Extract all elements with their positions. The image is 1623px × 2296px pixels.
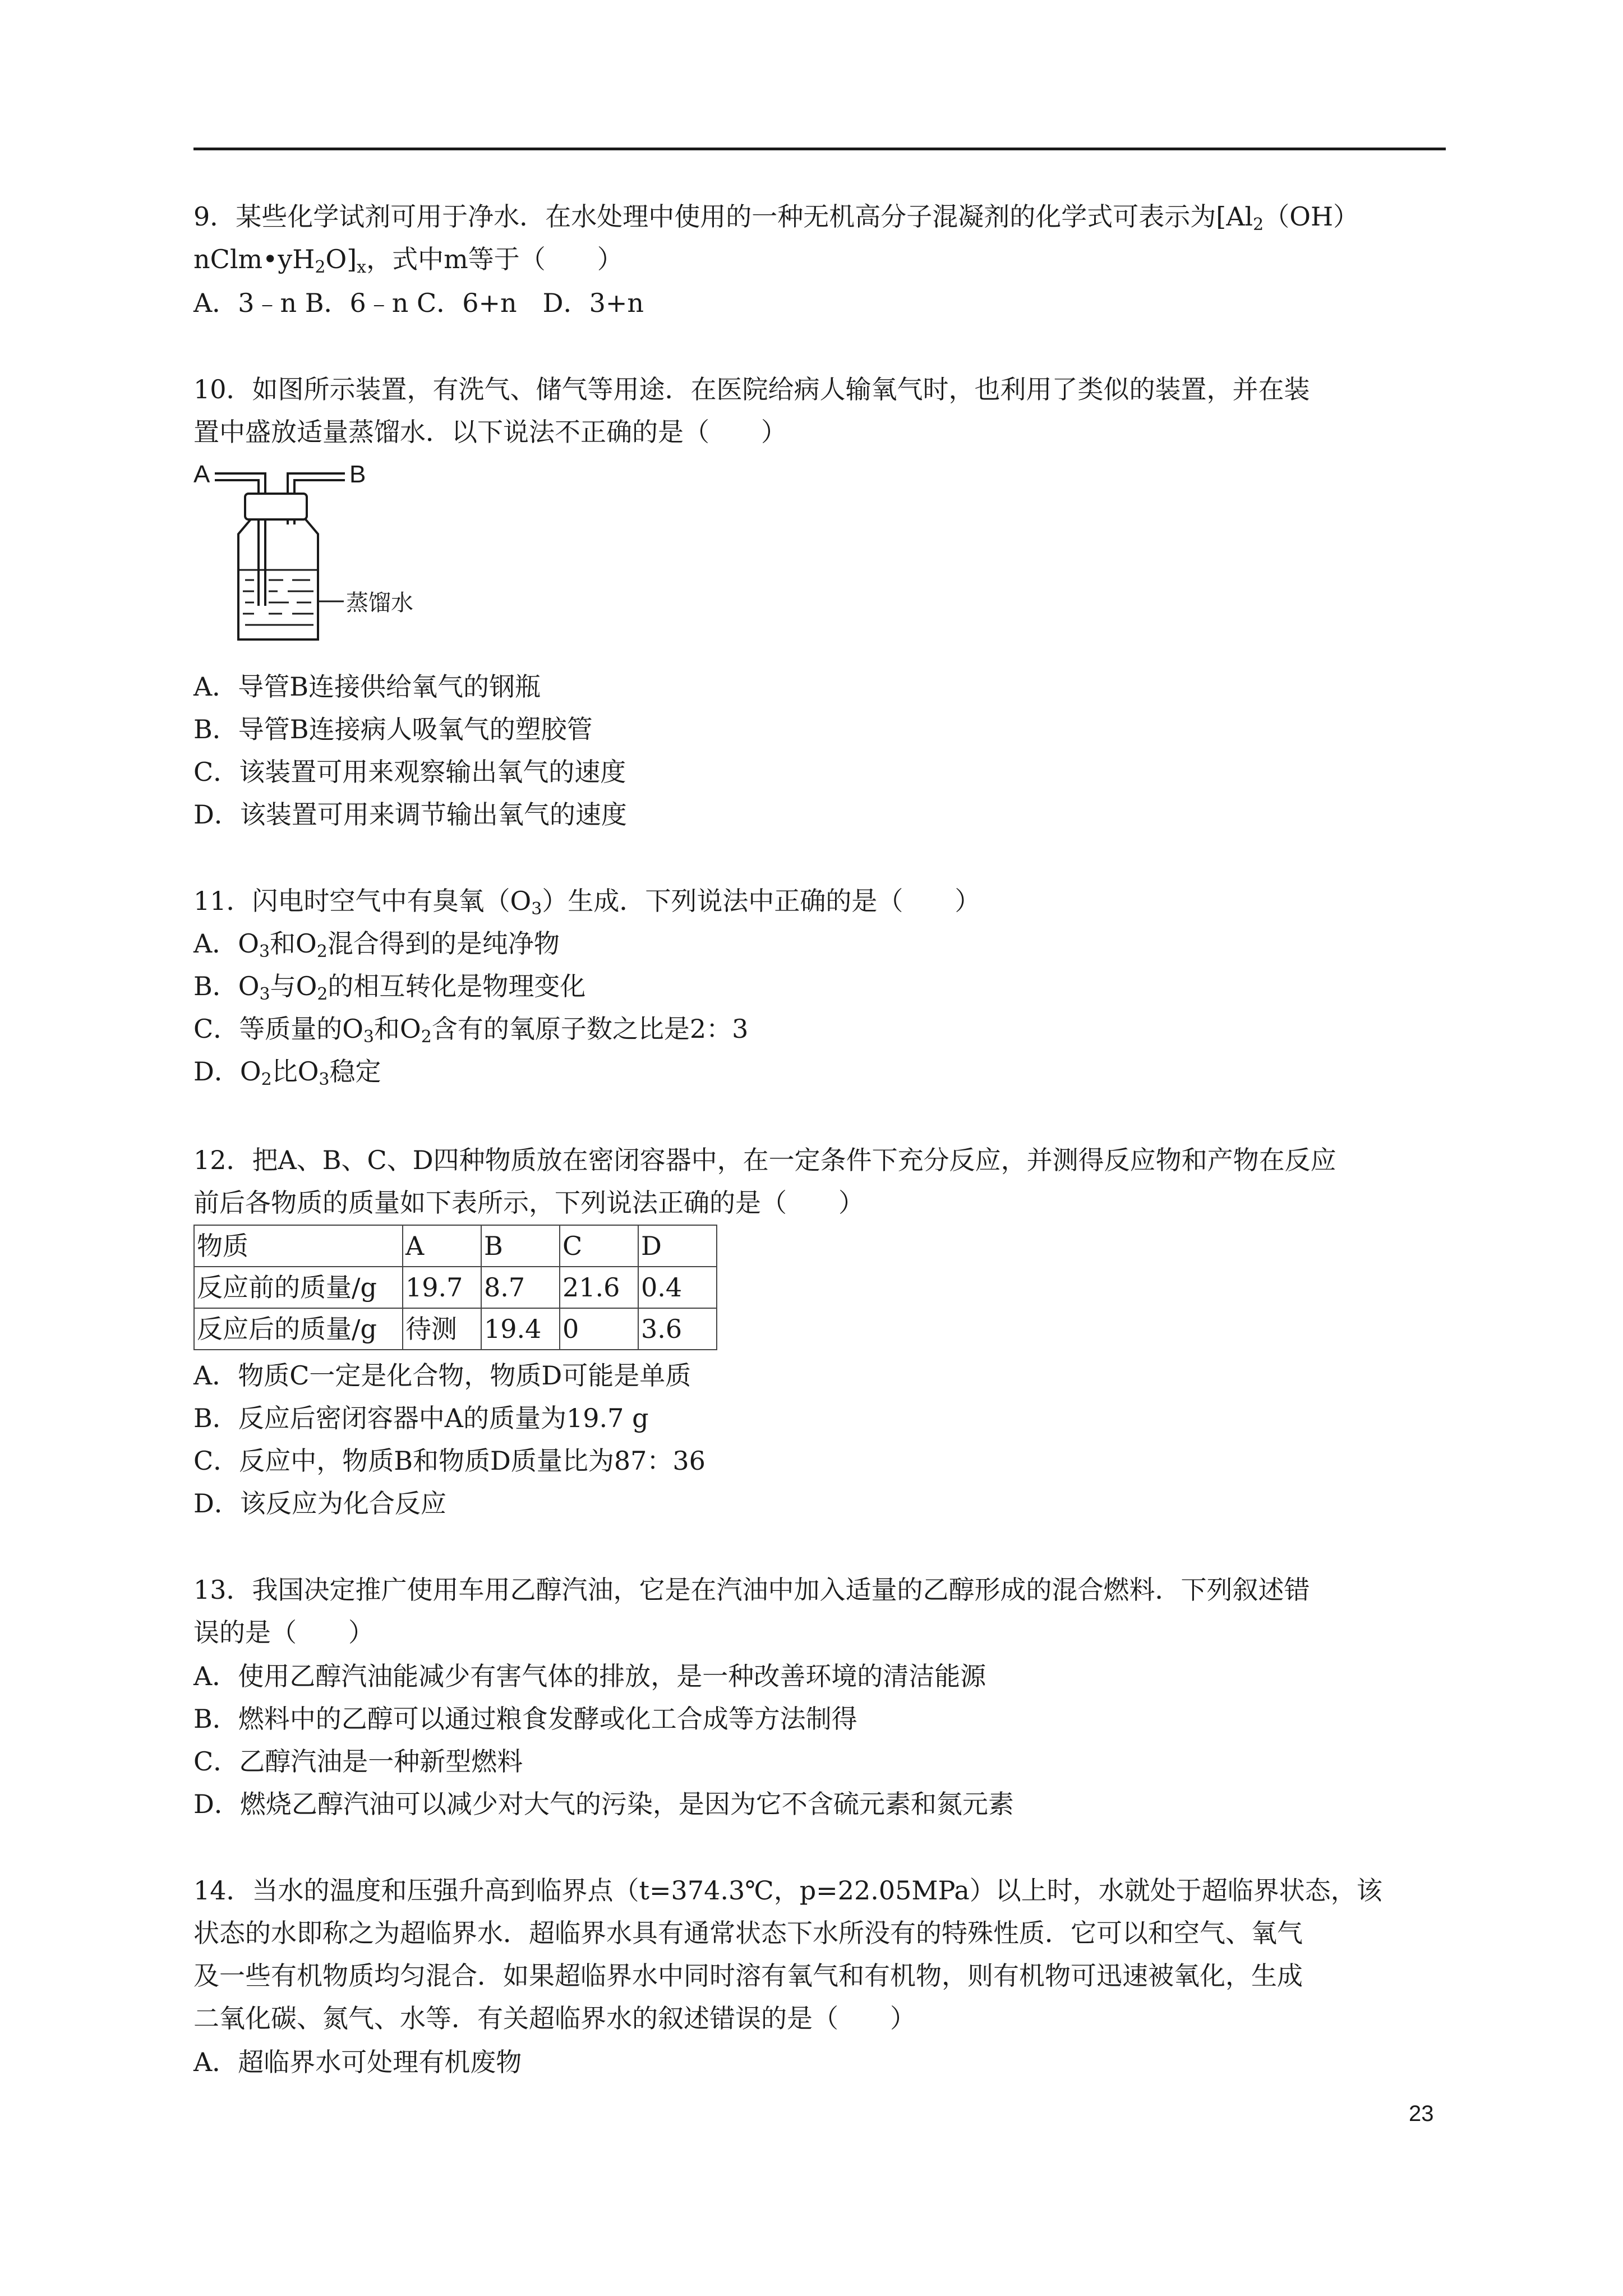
table-cell: B [481,1225,560,1267]
q13-option-a: A．使用乙醇汽油能减少有害气体的排放，是一种改善环境的清洁能源 [193,1661,986,1691]
table-cell: 19.7 [403,1267,481,1308]
table-cell: 待测 [403,1308,481,1350]
table-cell: 物质 [194,1225,403,1267]
q11-stem: 11．闪电时空气中有臭氧$(O_3)$生成．下列说法中正确的是（ ） [193,886,981,919]
table-cell: 0 [560,1308,638,1350]
q13-option-d: D．燃烧乙醇汽油可以减少对大气的污染，是因为它不含硫元素和氮元素 [193,1789,1014,1819]
gas-washing-bottle-figure [193,460,429,656]
table-row [194,1308,717,1350]
figure-label-b: B [349,461,366,488]
q11-option-d: D．$O_2$比$O_3$稳定 [193,1056,381,1089]
table-row [194,1267,717,1308]
table-cell: 19.4 [481,1308,560,1350]
table-cell: 0.4 [638,1267,717,1308]
q12-option-d: D．该反应为化合反应 [193,1488,446,1519]
q9-options: A．3﹣n B．6﹣n C．6+n D．3+n [193,288,644,318]
q10-option-d: D．该装置可用来调节输出氧气的速度 [193,799,627,830]
q9-stem-line2: $nClm•yH_2O]_x$，式中m等于（ ） [193,244,623,277]
q10-option-b: B．导管B连接病人吸氧气的塑胶管 [193,714,593,744]
q12-option-c: C．反应中，物质B和物质D质量比为87：36 [193,1446,706,1476]
table-row [194,1225,717,1267]
table-cell: 3.6 [638,1308,717,1350]
q11-option-b: B．$O_3$与$O_2$的相互转化是物理变化 [193,971,586,1004]
table-cell: 反应前的质量/g [194,1267,403,1308]
table-cell: A [403,1225,481,1267]
q10-stem-line2: 置中盛放适量蒸馏水．以下说法不正确的是（ ） [193,417,787,447]
q11-option-c: C．等质量的$O_3$和$O_2$含有的氧原子数之比是2：3 [193,1014,749,1047]
q13-option-c: C．乙醇汽油是一种新型燃料 [193,1746,523,1777]
q13-option-b: B．燃料中的乙醇可以通过粮食发酵或化工合成等方法制得 [193,1704,857,1734]
q14-stem-line2: 状态的水即称之为超临界水．超临界水具有通常状态下水所没有的特殊性质．它可以和空气、氧气 [193,1918,1303,1948]
table-cell: D [638,1225,717,1267]
q14-option-a: A．超临界水可处理有机废物 [193,2047,522,2077]
table-cell: 21.6 [560,1267,638,1308]
q12-stem-line2: 前后各物质的质量如下表所示，下列说法正确的是（ ） [193,1188,864,1218]
q10-option-a: A．导管B连接供给氧气的钢瓶 [193,671,541,702]
q12-stem-line1: 12．把A、B、C、D四种物质放在密闭容器中，在一定条件下充分反应，并测得反应物和产物在反应 [193,1145,1336,1175]
mass-table [193,1225,717,1350]
header-rule [193,148,1446,150]
table-cell: C [560,1225,638,1267]
q11-option-a: A．$O_3$和$O_2$混合得到的是纯净物 [193,928,560,961]
q12-option-a: A．物质C一定是化合物，物质D可能是单质 [193,1360,691,1391]
table-cell: 8.7 [481,1267,560,1308]
figure-label-a: A [193,461,210,488]
q12-option-b: B．反应后密闭容器中A的质量为19.7 g [193,1403,649,1433]
q13-stem-line2: 误的是（ ） [193,1617,374,1648]
q9-stem-line1: 9．某些化学试剂可用于净水．在水处理中使用的一种无机高分子混凝剂的化学式可表示为[$Al_2(OH)$ [193,201,1359,234]
table-cell: 反应后的质量/g [194,1308,403,1350]
q14-stem-line1: 14．当水的温度和压强升高到临界点（t=374.3℃，p=22.05MPa）以上时，水就处于超临界状态，该 [193,1875,1382,1906]
q14-stem-line3: 及一些有机物质均匀混合．如果超临界水中同时溶有氧气和有机物，则有机物可迅速被氧化，生成 [193,1961,1303,1991]
q13-stem-line1: 13．我国决定推广使用车用乙醇汽油，它是在汽油中加入适量的乙醇形成的混合燃料．下列叙述错 [193,1575,1310,1605]
page-number: 23 [1409,2101,1434,2126]
q14-stem-line4: 二氧化碳、氮气、水等．有关超临界水的叙述错误的是（ ） [193,2003,916,2033]
q10-option-c: C．该装置可用来观察输出氧气的速度 [193,757,626,787]
q10-stem-line1: 10．如图所示装置，有洗气、储气等用途．在医院给病人输氧气时，也利用了类似的装置，并在装 [193,374,1310,404]
figure-label-water: 蒸馏水 [346,590,413,616]
